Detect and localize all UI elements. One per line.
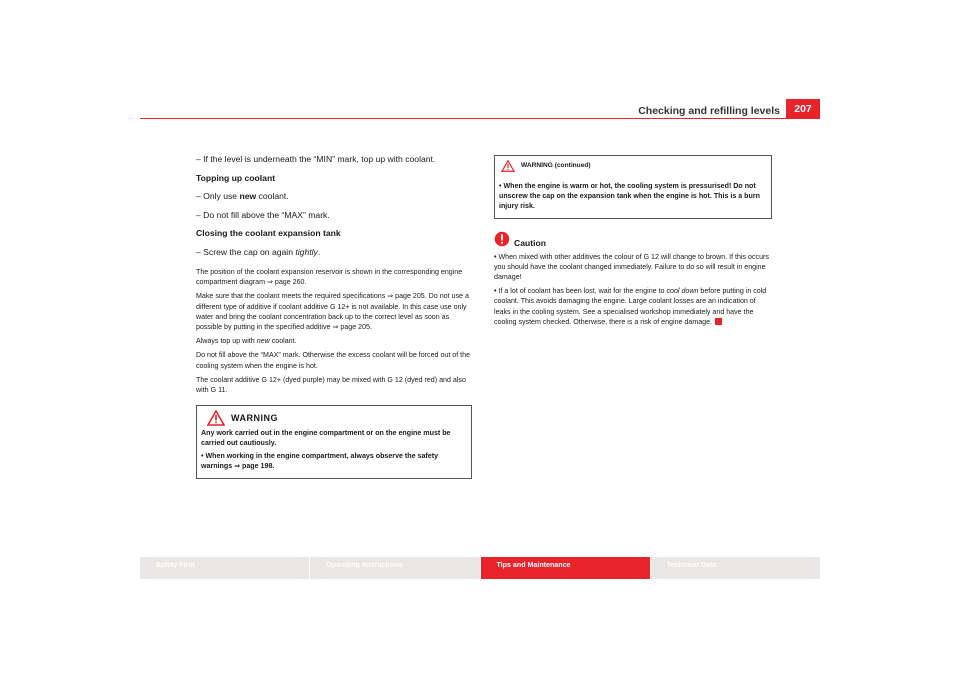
caution-header — [494, 229, 770, 250]
page-number: 207 — [786, 99, 820, 118]
para-position: The position of the coolant expansion reservoir is shown in the corresponding engine compartment diagram ⇒ page 260. — [196, 268, 463, 287]
warning-bullet2-text: When the engine is warm or hot, the cooling system is pressurised! Do not unscrew the cap on the expansion tank when the engine is hot. This is a burn injury risk. — [499, 181, 760, 210]
closing-heading: Closing the coolant expansion tank — [196, 228, 341, 238]
para-additive-mix: The coolant additive G 12+ (dyed purple) may be mixed with G 12 (dyed red) and also with G 11. — [196, 375, 466, 395]
bullet-icon: • — [499, 181, 502, 190]
caution-icon — [494, 231, 510, 247]
caution-bullet2-italic: cool down — [666, 287, 699, 296]
para-specs: Make sure that the coolant meets the required specifications ⇒ page 205. Do not use a different type of additive if coolant additive G 12+ is not available. In this case use only water and bring the coolant concentration back up to the correct level as soon as possible by putting in the specified additive ⇒ page 205. — [196, 292, 469, 332]
para-max-mark: Do not fill above the “MAX” mark. Otherwise the excess coolant will be forced out of the cooling system when the engine is hot. — [196, 351, 471, 370]
warning-line: Any work carried out in the engine compartment or on the engine must be carried out cautiously. — [201, 429, 451, 448]
footer-nav — [140, 557, 820, 579]
para3-italic: new — [256, 337, 270, 346]
caution-bullet2-post: before putting in cold coolant. This avoids damaging the engine. Large coolant losses are an indication of leaks in the cooling system. See a specialised workshop immediately and have the cooling system checked. Otherwise, there is a risk of engine damage. — [494, 287, 767, 326]
warning-bullet-pressurised — [499, 181, 767, 212]
warning-continued-box — [494, 155, 772, 219]
step-do-not-fill: – Do not fill above the “MAX” mark. — [196, 209, 330, 220]
para-always-new — [196, 336, 472, 346]
only-use-post: coolant. — [256, 191, 289, 201]
warning-bullet — [201, 451, 467, 471]
tab-safety-first[interactable]: Safety First — [140, 557, 309, 579]
section-end-square-icon — [715, 318, 722, 325]
warning-continued-header — [499, 160, 767, 173]
screw-pre: Screw the cap on again — [203, 246, 296, 257]
warning-bullet-text: When working in the engine compartment, always observe the safety warnings ⇒ page 198. — [201, 451, 439, 470]
warning-continued-title: WARNING (continued) — [521, 162, 591, 169]
do-not-fill-text: Do not fill above the “MAX” mark. — [203, 209, 330, 220]
bullet-icon: • — [201, 451, 204, 460]
para3-pre: Always top up with — [196, 337, 257, 346]
warning-triangle-icon — [207, 410, 225, 426]
para3-post: coolant. — [269, 337, 297, 346]
left-column — [196, 153, 472, 479]
tab-operating-instructions[interactable]: Operating instructions — [309, 557, 479, 579]
caution-bullet-cool-down — [494, 286, 770, 327]
only-use-bold: new — [239, 191, 257, 201]
step-screw-cap: – Screw the cap on again tightly. — [196, 246, 321, 257]
caution-bullet1-text: When mixed with other additives the colour of G 12 will change to brown. If this occurs you should have the coolant changed immediately. Failure to do so will result in engine damage! — [494, 252, 769, 282]
warning-box — [196, 405, 472, 479]
warning-title: WARNING — [231, 412, 278, 423]
screw-post: . — [317, 246, 321, 257]
bullet-icon: • — [494, 252, 497, 261]
header-divider — [140, 118, 820, 119]
step-min-level: – If the level is underneath the “MIN” mark, top up with coolant. — [196, 154, 436, 164]
page-title: Checking and refilling levels — [638, 105, 780, 117]
only-use-pre: Only use — [203, 191, 240, 201]
caution-bullet2-pre: If a lot of coolant has been lost, wait for the engine to — [498, 287, 667, 296]
right-column — [494, 155, 770, 331]
caution-title: Caution — [514, 238, 546, 249]
step-only-new: – Only use new coolant. — [196, 191, 289, 201]
caution-bullet-colour — [494, 252, 770, 283]
warning-header — [201, 410, 467, 426]
tab-tips-and-maintenance[interactable]: Tips and Maintenance — [480, 557, 650, 579]
step-min-text: If the level is underneath the “MIN” mark, top up with coolant. — [203, 154, 436, 164]
topping-up-heading: Topping up coolant — [196, 172, 276, 183]
screw-italic: tightly — [295, 246, 318, 257]
bullet-icon: • — [494, 287, 497, 296]
warning-triangle-icon — [501, 160, 515, 172]
tab-technical-data[interactable]: Technical Data — [650, 557, 820, 579]
